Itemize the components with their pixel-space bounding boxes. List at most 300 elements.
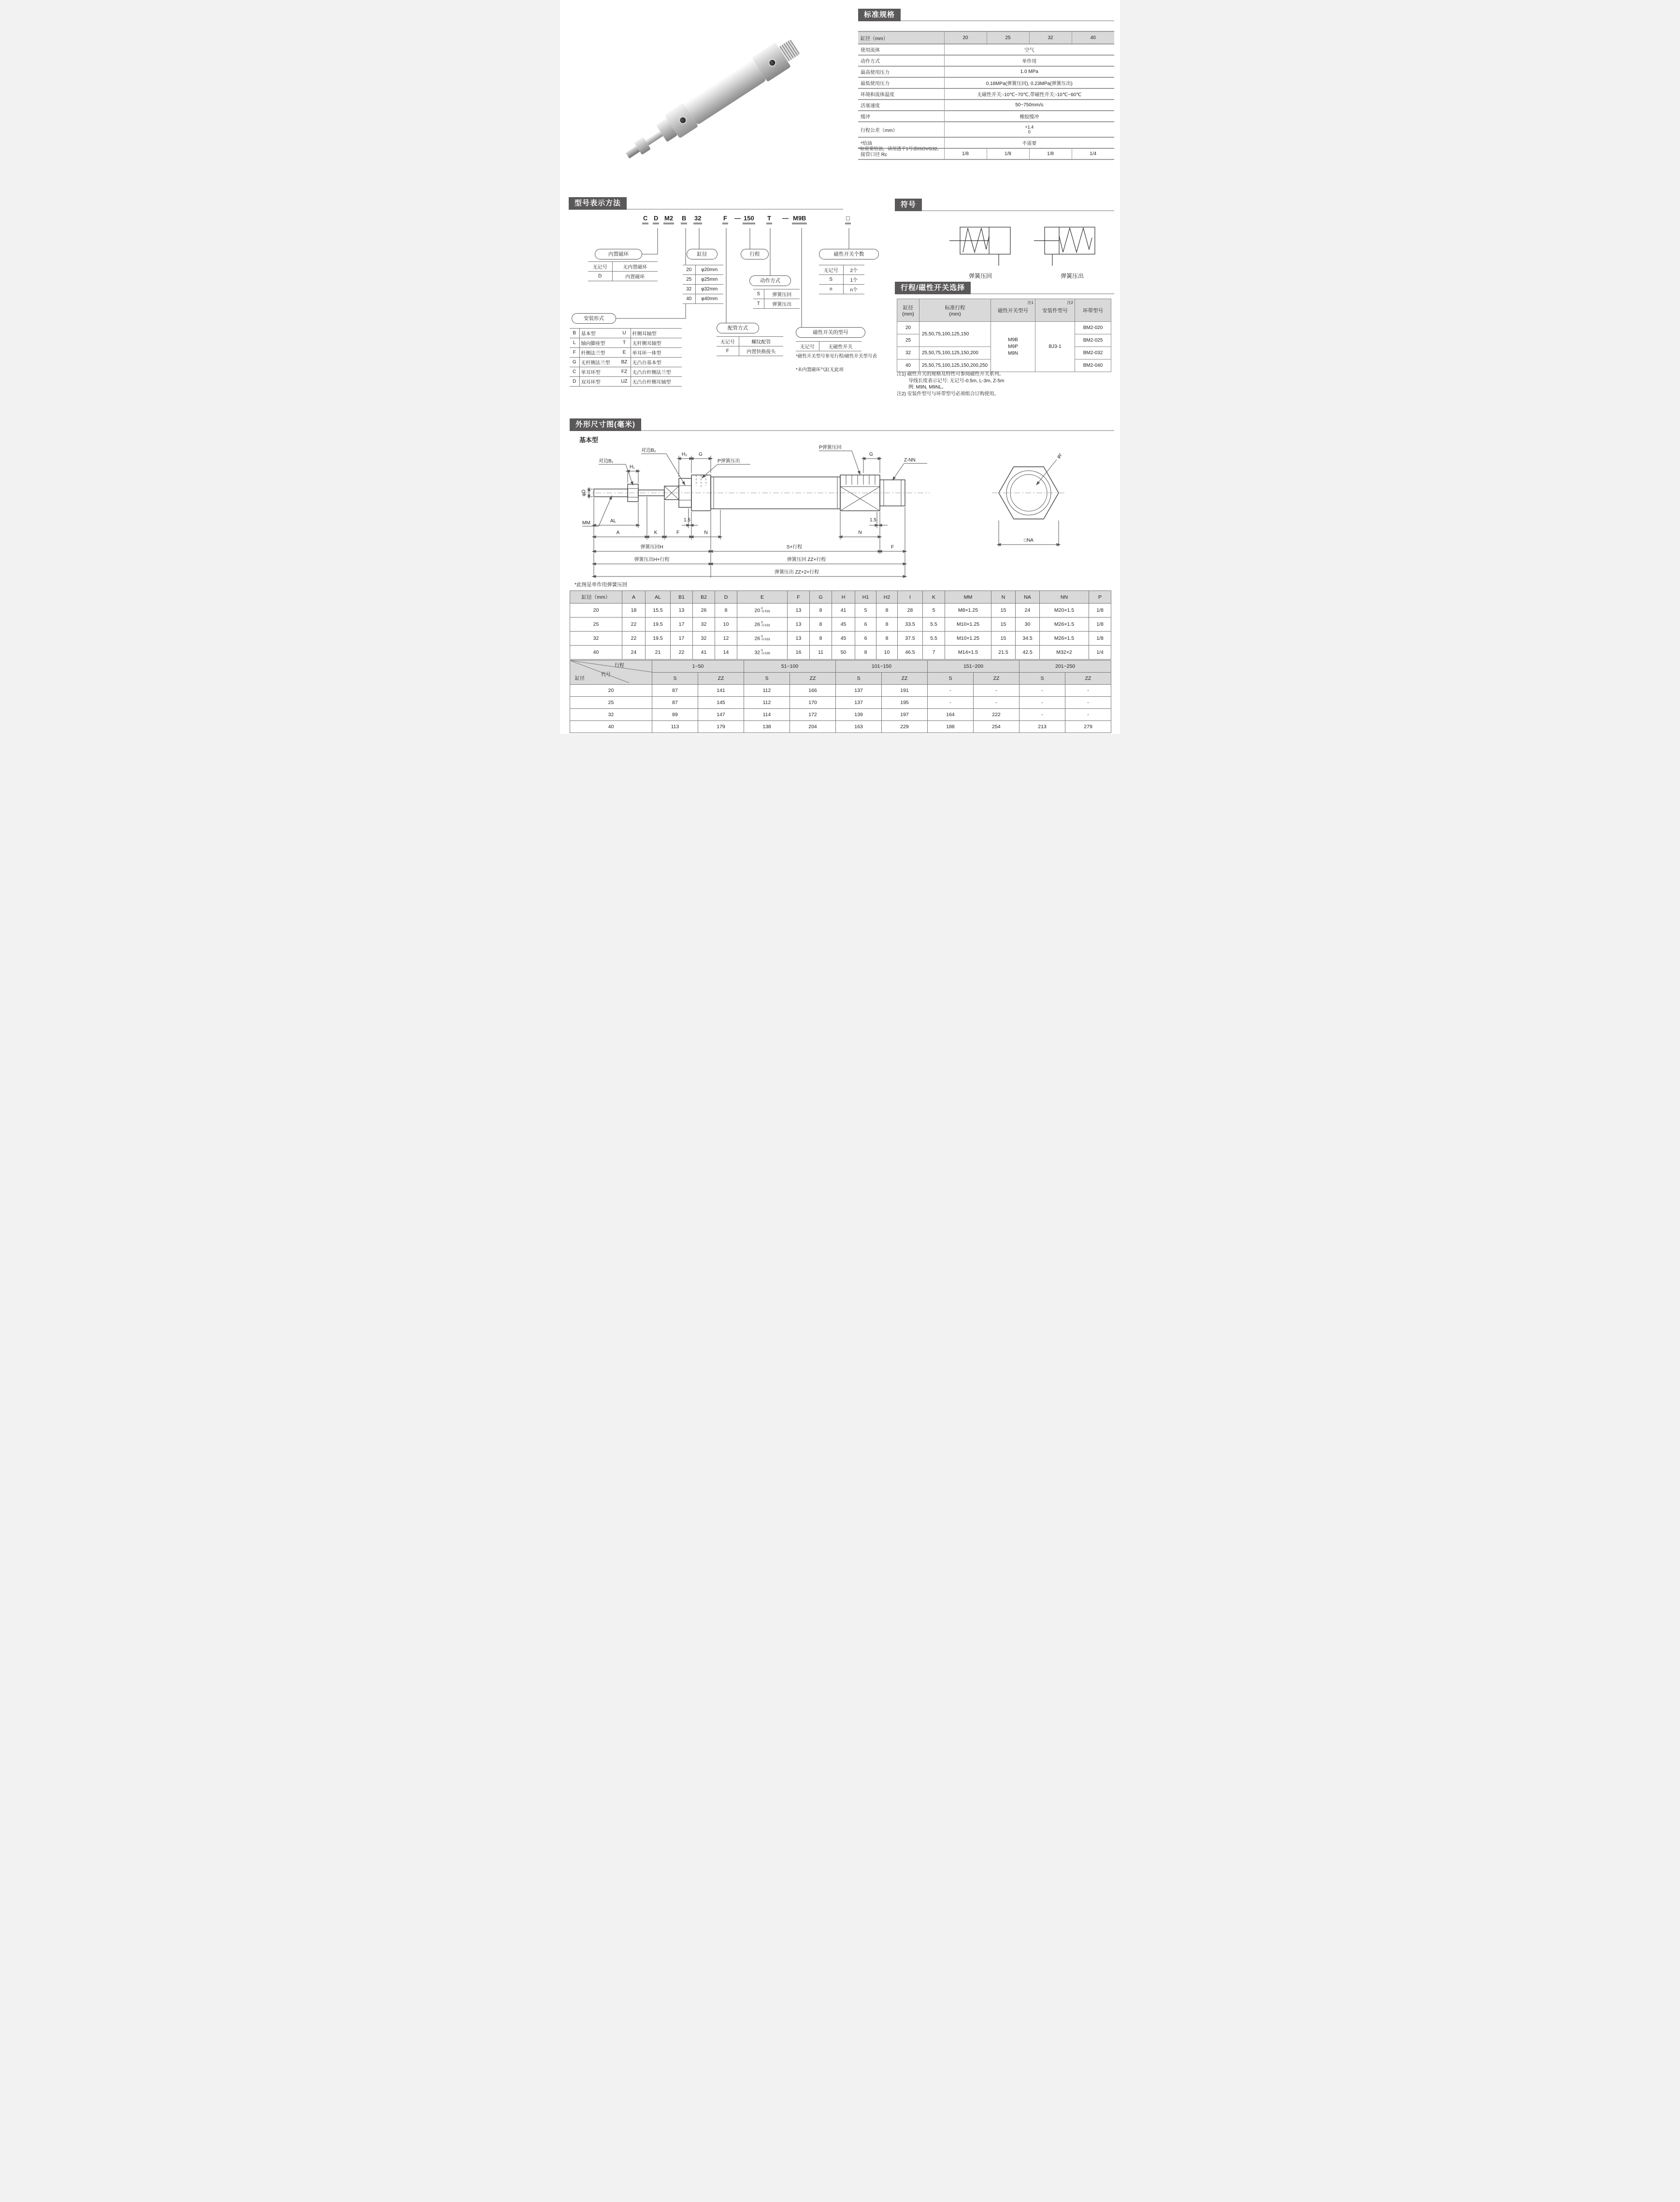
cell: 14 — [715, 646, 737, 660]
cell: T — [753, 299, 764, 309]
cell: 无记号 — [717, 337, 739, 346]
cell: 双耳环型 — [579, 377, 618, 387]
cell: 2个 — [843, 265, 864, 275]
cell: F — [717, 346, 739, 356]
cell: 34.5 — [1016, 632, 1040, 646]
cell: φ40mm — [695, 294, 723, 304]
col-header-range: 201~250 — [1019, 661, 1111, 673]
dimension-drawing — [570, 442, 1111, 580]
note-line: 例: M9N, M9NL。 — [908, 385, 947, 390]
table-row — [858, 122, 1114, 137]
cell: 40 — [683, 294, 695, 304]
cell: 37.5 — [898, 632, 923, 646]
mounting-option-table — [570, 328, 682, 387]
cell: M14×1.5 — [945, 646, 991, 660]
cell: G — [810, 591, 832, 604]
cell: φ32mm — [695, 285, 723, 294]
cell: 191 — [882, 685, 928, 697]
svg-text:对边B₁: 对边B₁ — [599, 459, 614, 464]
standard-spec-table — [858, 31, 1114, 160]
cell: 5.5 — [923, 618, 945, 632]
model-designation-section — [569, 197, 891, 392]
col-header-range: 151~200 — [928, 661, 1019, 673]
spec-label: 缸径（mm） — [858, 31, 944, 44]
selection-table — [897, 299, 1111, 372]
table-row — [819, 275, 864, 285]
cell: 5.5 — [923, 632, 945, 646]
switch-model-table — [796, 341, 862, 351]
cell: 13 — [788, 618, 810, 632]
cell: S — [819, 275, 843, 285]
table-row — [858, 31, 1114, 44]
corner-label-stroke: 行程 — [615, 663, 624, 668]
cell: 7 — [923, 646, 945, 660]
cell: 40 — [1072, 31, 1114, 44]
model-code-token: T — [766, 215, 772, 224]
cell: 25,50,75,100,125,150 — [919, 322, 991, 347]
model-code-token: □ — [845, 215, 851, 224]
cell: 单耳环一体型 — [631, 348, 682, 358]
table-row — [570, 367, 682, 377]
note-line: 注2) 安装件型号与环带型号必须组合订购使用。 — [897, 391, 999, 397]
cell: 28 — [898, 604, 923, 618]
cell: 40 — [897, 360, 919, 372]
model-code-dash: — — [782, 215, 789, 222]
svg-text:AL: AL — [610, 518, 617, 524]
tolerance-stack — [1025, 125, 1034, 134]
table-row — [570, 591, 1111, 604]
cell: 1/8 — [944, 148, 987, 159]
table-row — [570, 338, 682, 348]
symbol-spring-extend — [1031, 218, 1113, 269]
cell: E — [618, 348, 631, 358]
cell: 内置磁环 — [612, 272, 658, 281]
svg-text:N: N — [858, 530, 862, 535]
svg-text:φD: φD — [581, 489, 587, 496]
table-row — [588, 262, 658, 272]
cell: 6 — [855, 632, 876, 646]
cell: 112 — [744, 685, 790, 697]
col-header-zz: ZZ — [698, 673, 744, 685]
table-row — [819, 285, 864, 294]
cell: 弹簧压出 — [764, 299, 800, 309]
cell: 25 — [570, 697, 652, 709]
cell: 1/8 — [987, 148, 1029, 159]
col-header-range: 51~100 — [744, 661, 836, 673]
table-row — [570, 685, 1111, 697]
cell: 25,50,75,100,125,150,200,250 — [919, 360, 991, 372]
cell: 41 — [693, 646, 715, 660]
cell: 42.5 — [1016, 646, 1040, 660]
table-row — [753, 299, 800, 309]
cell: NA — [1016, 591, 1040, 604]
cell: 213 — [1019, 721, 1065, 733]
spec-label: 活塞速度 — [858, 100, 944, 111]
col-header-range: 1~50 — [652, 661, 744, 673]
cell: 20 0 -0.033 — [737, 604, 788, 618]
rule — [895, 210, 1114, 211]
section-title-standard-specs: 标准规格 — [858, 9, 901, 21]
cell: 32 — [693, 618, 715, 632]
cell: 21 — [646, 646, 671, 660]
drawing-top-dimensions — [599, 444, 927, 484]
model-code-token: F — [722, 215, 728, 224]
section-title-symbols: 符号 — [895, 199, 922, 211]
switch-count-table — [819, 265, 864, 294]
table-row — [570, 632, 1111, 646]
cell: 25 — [683, 275, 695, 285]
cell: 17 — [671, 618, 693, 632]
cell: 18 — [622, 604, 646, 618]
drawing-note: *此图是单作用弹簧压回 — [574, 582, 628, 588]
table-row — [819, 265, 864, 275]
cell: - — [1065, 685, 1111, 697]
svg-text:P弹簧压回: P弹簧压回 — [819, 445, 842, 450]
cell: 254 — [974, 721, 1019, 733]
cell: 无内置磁环 — [612, 262, 658, 272]
model-code-token: 150 — [743, 215, 755, 224]
cell: 无记号 — [819, 265, 843, 275]
model-code-dash: — — [734, 215, 741, 222]
cell: M26×1.5 — [1040, 632, 1089, 646]
table-row — [683, 294, 723, 304]
col-header-s: S — [836, 673, 882, 685]
cell: 1/4 — [1072, 148, 1114, 159]
cell: 13 — [671, 604, 693, 618]
cell: 25 — [570, 618, 622, 632]
cell: 10 — [876, 646, 898, 660]
cell: 13 — [788, 604, 810, 618]
cell: 164 — [928, 709, 974, 721]
table-row — [897, 299, 1111, 322]
table-row — [858, 100, 1114, 111]
cell: L — [570, 338, 579, 348]
magnet-option-table — [588, 261, 658, 281]
dimension-table — [570, 590, 1111, 660]
cell: 15 — [991, 632, 1016, 646]
cell: 46.5 — [898, 646, 923, 660]
cell: 杆侧法兰型 — [579, 348, 618, 358]
col-header-band-model: 环带型号 — [1075, 299, 1111, 322]
bubble-switch-count: 磁性开关个数 — [819, 249, 879, 259]
cell: 空气 — [944, 44, 1114, 55]
cell: 32 — [1029, 31, 1072, 44]
col-header-range: 101~150 — [836, 661, 928, 673]
cell: 163 — [836, 721, 882, 733]
cell: 无磁性开关:-10℃~70℃,带磁性开关:-10℃~60℃ — [944, 88, 1114, 100]
cell: 15.5 — [646, 604, 671, 618]
cell: 41 — [832, 604, 855, 618]
table-row — [683, 265, 723, 275]
cell: 无记号 — [796, 342, 819, 351]
cell: 32 — [570, 709, 652, 721]
table-row — [858, 111, 1114, 122]
cell: 137 — [836, 697, 882, 709]
switch-model-note: *磁性开关型号参见行程/磁性开关型号表 — [796, 354, 877, 359]
cell: 32 — [693, 632, 715, 646]
cell: n个 — [843, 285, 864, 294]
cell: 188 — [928, 721, 974, 733]
cell: 无凸台基本型 — [631, 358, 682, 367]
cell: - — [1019, 709, 1065, 721]
col-header-bore: 缸径 (mm) — [897, 299, 919, 322]
spec-label: 接管口径 Rc — [858, 148, 944, 159]
cell: 无记号 — [588, 262, 612, 272]
cell: P — [1089, 591, 1111, 604]
svg-text:H₁: H₁ — [630, 464, 635, 470]
cell: 40 — [570, 646, 622, 660]
table-row — [570, 348, 682, 358]
cell: 24 — [1016, 604, 1040, 618]
col-header-s: S — [652, 673, 698, 685]
cell: 17 — [671, 632, 693, 646]
svg-text:MM: MM — [582, 520, 590, 526]
front-port-hole — [677, 115, 688, 126]
bubble-mounting-type: 安装形式 — [572, 313, 616, 324]
cell: 基本型 — [579, 329, 618, 338]
cell: M8×1.25 — [945, 604, 991, 618]
spec-label: 最高使用压力 — [858, 66, 944, 77]
table-row — [570, 358, 682, 367]
cell: 50~750mm/s — [944, 100, 1114, 111]
table-row — [570, 377, 682, 387]
svg-text:F: F — [676, 530, 680, 535]
table-row — [858, 44, 1114, 55]
cell: 141 — [698, 685, 744, 697]
cell: 229 — [882, 721, 928, 733]
svg-text:1.5: 1.5 — [684, 518, 690, 523]
svg-text:S+行程: S+行程 — [786, 545, 803, 550]
cell: AL — [646, 591, 671, 604]
cell: 147 — [698, 709, 744, 721]
diagonal-corner-cell — [570, 661, 652, 685]
spec-label: 行程公差（mm） — [858, 122, 944, 137]
cell: B — [570, 329, 579, 338]
cell: 22 — [671, 646, 693, 660]
cell: 89 — [652, 709, 698, 721]
cell: 无凸台杆侧法兰型 — [631, 367, 682, 377]
cell: 5 — [855, 604, 876, 618]
cell: 138 — [744, 721, 790, 733]
spec-label: 环境和流体温度 — [858, 88, 944, 100]
model-code-token: B — [681, 215, 687, 224]
selection-notes — [897, 371, 1004, 397]
rear-port-hole — [767, 58, 777, 68]
section-title-selection: 行程/磁性开关选择 — [895, 282, 971, 294]
col-header-s: S — [928, 673, 974, 685]
cell: U — [618, 329, 631, 338]
symbol-spring-return — [947, 218, 1029, 269]
cell: 33.5 — [898, 618, 923, 632]
symbol-label-spring-extend: 弹簧压出 — [1060, 273, 1084, 279]
cell: C — [570, 367, 579, 377]
bubble-piping-type: 配管方式 — [717, 323, 759, 333]
action-option-table — [753, 289, 800, 309]
cell: 222 — [974, 709, 1019, 721]
cell: 87 — [652, 685, 698, 697]
svg-text:H₂: H₂ — [682, 452, 688, 457]
cell: 12 — [715, 632, 737, 646]
cell: 204 — [790, 721, 836, 733]
model-code-token: M2 — [663, 215, 674, 224]
cell: MM — [945, 591, 991, 604]
table-row — [897, 322, 1111, 334]
svg-text:P弹簧压出: P弹簧压出 — [718, 459, 740, 464]
tolerance-upper: +1.4 — [1025, 125, 1034, 130]
cell: 166 — [790, 685, 836, 697]
cell: 112 — [744, 697, 790, 709]
cell: φ25mm — [695, 275, 723, 285]
col-header-s: S — [744, 673, 790, 685]
cell: M10×1.25 — [945, 632, 991, 646]
cell: 1/8 — [1089, 632, 1111, 646]
cell: BZ — [618, 358, 631, 367]
switch-model-note: *未内置磁环气缸无此项 — [796, 367, 844, 373]
spec-label: 最低使用压力 — [858, 77, 944, 88]
svg-text:F: F — [890, 545, 894, 550]
col-header-stroke: 标准行程 (mm) — [919, 299, 991, 322]
cell: 114 — [744, 709, 790, 721]
cell: 5 — [923, 604, 945, 618]
cell: 8 — [810, 618, 832, 632]
svg-text:A: A — [616, 530, 620, 535]
cell: 25,50,75,100,125,150,200 — [919, 347, 991, 360]
cell: 30 — [1016, 618, 1040, 632]
cell: M26×1.5 — [1040, 618, 1089, 632]
table-row — [796, 342, 862, 351]
cell: 113 — [652, 721, 698, 733]
cell: 6 — [855, 618, 876, 632]
cell: 87 — [652, 697, 698, 709]
bubble-bore: 缸径 — [687, 249, 718, 259]
cell: 8 — [715, 604, 737, 618]
col-header-mount-model: 注2 安装件型号 — [1035, 299, 1075, 322]
cell: 26 0 -0.033 — [737, 632, 788, 646]
cell: 1/8 — [1029, 148, 1072, 159]
cell: 13 — [788, 632, 810, 646]
cell: 内置快换接头 — [739, 346, 783, 356]
cell: H1 — [855, 591, 876, 604]
note-ref: 注2 — [1067, 301, 1073, 305]
corner-label-bore: 缸径 — [575, 676, 585, 681]
note-line: 注1) 磁性开关的规格及特性可参阅磁性开关系列。 — [897, 372, 1004, 377]
cell: 32 — [683, 285, 695, 294]
cell: BM2-020 — [1075, 322, 1111, 334]
cell: 25 — [987, 31, 1029, 44]
cell: - — [1065, 697, 1111, 709]
model-code-token: 32 — [693, 215, 702, 224]
col-header-zz: ZZ — [974, 673, 1019, 685]
table-row — [858, 66, 1114, 77]
piston-rod — [646, 131, 663, 145]
cell: 40 — [570, 721, 652, 733]
cell: 197 — [882, 709, 928, 721]
cell: D — [715, 591, 737, 604]
cell: 8 — [810, 604, 832, 618]
cell: 0.18MPa(弹簧压回), 0.23MPa(弹簧压出) — [944, 77, 1114, 88]
col-header-switch-model: 注1 磁性开关型号 — [991, 299, 1035, 322]
table-row — [570, 697, 1111, 709]
cell: - — [1019, 697, 1065, 709]
section-title-dimensions: 外形尺寸图(毫米) — [570, 418, 641, 431]
cell: G — [570, 358, 579, 367]
cell: 20 — [944, 31, 987, 44]
cell: 8 — [876, 604, 898, 618]
svg-text:□NA: □NA — [1024, 538, 1034, 543]
cell: - — [928, 685, 974, 697]
table-row — [570, 661, 1111, 673]
section-title-model-designation: 型号表示方法 — [569, 197, 627, 210]
cell: 1/8 — [1089, 618, 1111, 632]
product-photo — [594, 24, 835, 174]
cell: 1个 — [843, 275, 864, 285]
cell: BJ3-1 — [1035, 322, 1075, 372]
cell: N — [991, 591, 1016, 604]
cell: M10×1.25 — [945, 618, 991, 632]
cell: φ20mm — [695, 265, 723, 275]
note-line: 导线长度表示记号: 无记号-0.5m, L-3m, Z-5m — [908, 378, 1005, 384]
cell: 32 0 -0.039 — [737, 646, 788, 660]
cell: 1/8 — [1089, 604, 1111, 618]
cell: 11 — [810, 646, 832, 660]
cell: M32×2 — [1040, 646, 1089, 660]
svg-text:弹簧压出H+行程: 弹簧压出H+行程 — [634, 557, 670, 562]
cell: D — [570, 377, 579, 387]
rule — [570, 430, 1114, 431]
cylinder-barrel — [684, 59, 766, 125]
cell: 螺纹配管 — [739, 337, 783, 346]
cell: 137 — [836, 685, 882, 697]
table-row — [570, 604, 1111, 618]
col-header-s: S — [1019, 673, 1065, 685]
table-row — [858, 88, 1114, 100]
svg-text:G: G — [869, 452, 873, 457]
cell: 50 — [832, 646, 855, 660]
cell: 145 — [698, 697, 744, 709]
cell: 15 — [991, 618, 1016, 632]
table-row — [858, 77, 1114, 88]
spec-label: 动作方式 — [858, 55, 944, 66]
table-row — [717, 337, 783, 346]
bubble-switch-model: 磁性开关的型号 — [796, 327, 865, 338]
cell: I — [898, 591, 923, 604]
cell: 缸径（mm） — [570, 591, 622, 604]
cell: D — [588, 272, 612, 281]
cell: 弹簧压回 — [764, 289, 800, 299]
spec-label: 使用流体 — [858, 44, 944, 55]
cell: 无凸台杆侧耳轴型 — [631, 377, 682, 387]
spec-label: 缓冲 — [858, 111, 944, 122]
spec-label: *给油 — [858, 137, 944, 148]
cell: 无杆侧耳轴型 — [631, 338, 682, 348]
cell: - — [974, 685, 1019, 697]
cell: B1 — [671, 591, 693, 604]
cell: - — [928, 697, 974, 709]
note-ref: 注1 — [1027, 301, 1034, 305]
table-row — [683, 275, 723, 285]
cell: 170 — [790, 697, 836, 709]
cell: T — [618, 338, 631, 348]
cell: - — [974, 697, 1019, 709]
cell: 单作用 — [944, 55, 1114, 66]
svg-text:K: K — [654, 530, 658, 535]
table-row — [570, 618, 1111, 632]
cell: 8 — [876, 632, 898, 646]
cell: - — [1019, 685, 1065, 697]
cell: 22 — [622, 618, 646, 632]
cell: 8 — [855, 646, 876, 660]
table-row — [683, 285, 723, 294]
